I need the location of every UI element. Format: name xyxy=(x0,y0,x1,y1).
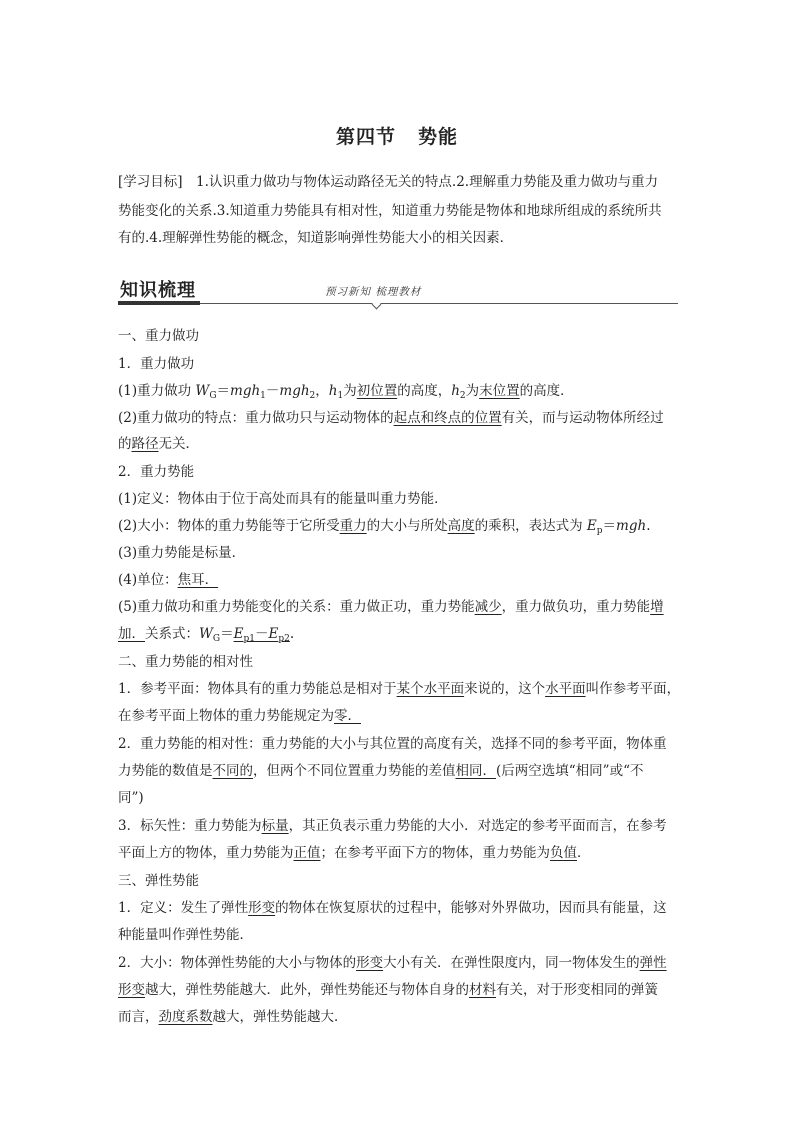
paragraph-unit: (4)单位：焦耳． xyxy=(118,572,219,588)
paragraph-magnitude: (2)大小：物体的重力势能等于它所受重力的大小与所处高度的乘积，表达式为 $E_p=mgh$. xyxy=(118,518,651,536)
section-subtitle: 预习新知 梳理教材 xyxy=(325,286,422,298)
objectives-tag: [学习目标] xyxy=(118,174,183,190)
paragraph-relativity-cont: 力势能的数值是不同的，但两个不同位置重力势能的差值相同．(后两空选填“相同”或“不 xyxy=(118,763,644,779)
subheading-2: 2．重力势能 xyxy=(118,464,195,480)
subheading-1: 1．重力做功 xyxy=(118,356,195,372)
paragraph-elastic-definition: 1．定义：发生了弹性形变的物体在恢复原状的过程中，能够对外界做功，因而具有能量，这 xyxy=(118,900,667,916)
answer-increase-1: 增 xyxy=(650,599,664,615)
answer-same: 相同． xyxy=(455,763,496,779)
paragraph-definition: (1)定义：物体由于位于高处而具有的能量叫重力势能． xyxy=(118,491,448,507)
paragraph-gravity-work-formula: (1)重力做功 $W_G=mgh_1-mgh_2$，$h_1$为初位置的高度，$h_2$为末位置的高度． xyxy=(118,383,574,401)
answer-height: 高度 xyxy=(447,518,475,534)
answer-path: 路径 xyxy=(131,436,159,452)
paragraph-relativity: 2．重力势能的相对性：重力势能的大小与其位置的高度有关，选择不同的参考平面，物体重 xyxy=(118,736,667,752)
answer-final-position: 末位置 xyxy=(479,383,520,399)
paragraph-elastic-magnitude-cont: 形变越大，弹性势能越大．此外，弹性势能还与物体自身的材料有关，对于形变相同的弹簧 xyxy=(118,982,658,998)
paragraph-relation-cont: 加．关系式：$W_G=E_{p1}-E_{p2}$. xyxy=(118,626,295,644)
answer-material: 材料 xyxy=(469,982,496,998)
answer-gravity: 重力 xyxy=(339,518,367,534)
answer-initial-position: 初位置 xyxy=(356,383,398,399)
paragraph-scalar-vector-cont: 平面上方的物体，重力势能为正值；在参考平面下方的物体，重力势能为负值． xyxy=(118,845,591,861)
answer-decrease: 减少 xyxy=(474,599,502,615)
title-topic: 势能 xyxy=(418,126,459,148)
answer-deformation-2: 形变 xyxy=(356,955,384,971)
answer-stiffness: 劲度系数 xyxy=(158,1009,213,1025)
section-header xyxy=(118,276,678,306)
answer-start-end-position: 起点和终点的位置 xyxy=(393,410,502,426)
heading-2: 二、重力势能的相对性 xyxy=(118,654,253,670)
paragraph-gravity-work-feature-cont: 的路径无关． xyxy=(118,436,199,452)
answer-increase-2: 加． xyxy=(118,626,145,642)
answer-negative: 负值 xyxy=(550,845,577,861)
answer-zero: 零． xyxy=(334,708,361,724)
objectives-line-2: 势能变化的关系.3.知道重力势能具有相对性，知道重力势能是物体和地球所组成的系统所共 xyxy=(118,203,662,219)
answer-scalar: 标量 xyxy=(261,818,289,834)
section-divider xyxy=(200,303,678,304)
answer-deformation-3: 形变 xyxy=(118,982,145,998)
paragraph-reference-plane: 1．参考平面：物体具有的重力势能总是相对于某个水平面来说的，这个水平面叫作参考平面， xyxy=(118,681,681,697)
paragraph-relativity-end: 同”) xyxy=(118,790,144,806)
paragraph-relation: (5)重力做功和重力势能变化的关系：重力做正功，重力势能减少，重力做负功，重力势能增 xyxy=(118,599,664,615)
page-title xyxy=(0,122,794,149)
paragraph-scalar-vector: 3．标矢性：重力势能为标量，其正负表示重力势能的大小．对选定的参考平面而言，在参考 xyxy=(118,818,667,834)
answer-horizontal-plane: 水平面 xyxy=(545,681,586,697)
paragraph-reference-plane-cont: 在参考平面上物体的重力势能规定为零． xyxy=(118,708,361,724)
objectives-line-1 xyxy=(118,172,658,192)
answer-joule: 焦耳． xyxy=(177,572,219,588)
section-title: 知识梳理 xyxy=(120,280,196,301)
paragraph-elastic-magnitude-end: 而言，劲度系数越大，弹性势能越大． xyxy=(118,1009,348,1025)
paragraph-scalar: (3)重力势能是标量． xyxy=(118,545,246,561)
answer-some-horizontal-plane: 某个水平面 xyxy=(396,681,465,697)
objectives-line-3: 有的.4.理解弹性势能的概念，知道影响弹性势能大小的相关因素． xyxy=(118,230,514,246)
paragraph-elastic-magnitude: 2．大小：物体弹性势能的大小与物体的形变大小有关．在弹性限度内，同一物体发生的弹性 xyxy=(118,955,667,971)
answer-different: 不同的 xyxy=(212,763,253,779)
title-section-number: 第四节 xyxy=(335,126,396,148)
answer-elastic: 弹性 xyxy=(639,955,667,971)
heading-1: 一、重力做功 xyxy=(118,328,199,344)
answer-positive: 正值 xyxy=(293,845,321,861)
answer-deformation: 形变 xyxy=(248,900,276,916)
paragraph-gravity-work-feature: (2)重力做功的特点：重力做功只与运动物体的起点和终点的位置有关，而与运动物体所经过 xyxy=(118,410,664,426)
section-title-bar xyxy=(118,301,200,305)
paragraph-elastic-definition-cont: 种能量叫作弹性势能． xyxy=(118,927,253,943)
heading-3: 三、弹性势能 xyxy=(118,873,199,889)
divider-notch-icon xyxy=(372,300,382,310)
objectives-text-1: 1.认识重力做功与物体运动路径无关的特点.2.理解重力势能及重力做功与重力 xyxy=(196,174,659,190)
